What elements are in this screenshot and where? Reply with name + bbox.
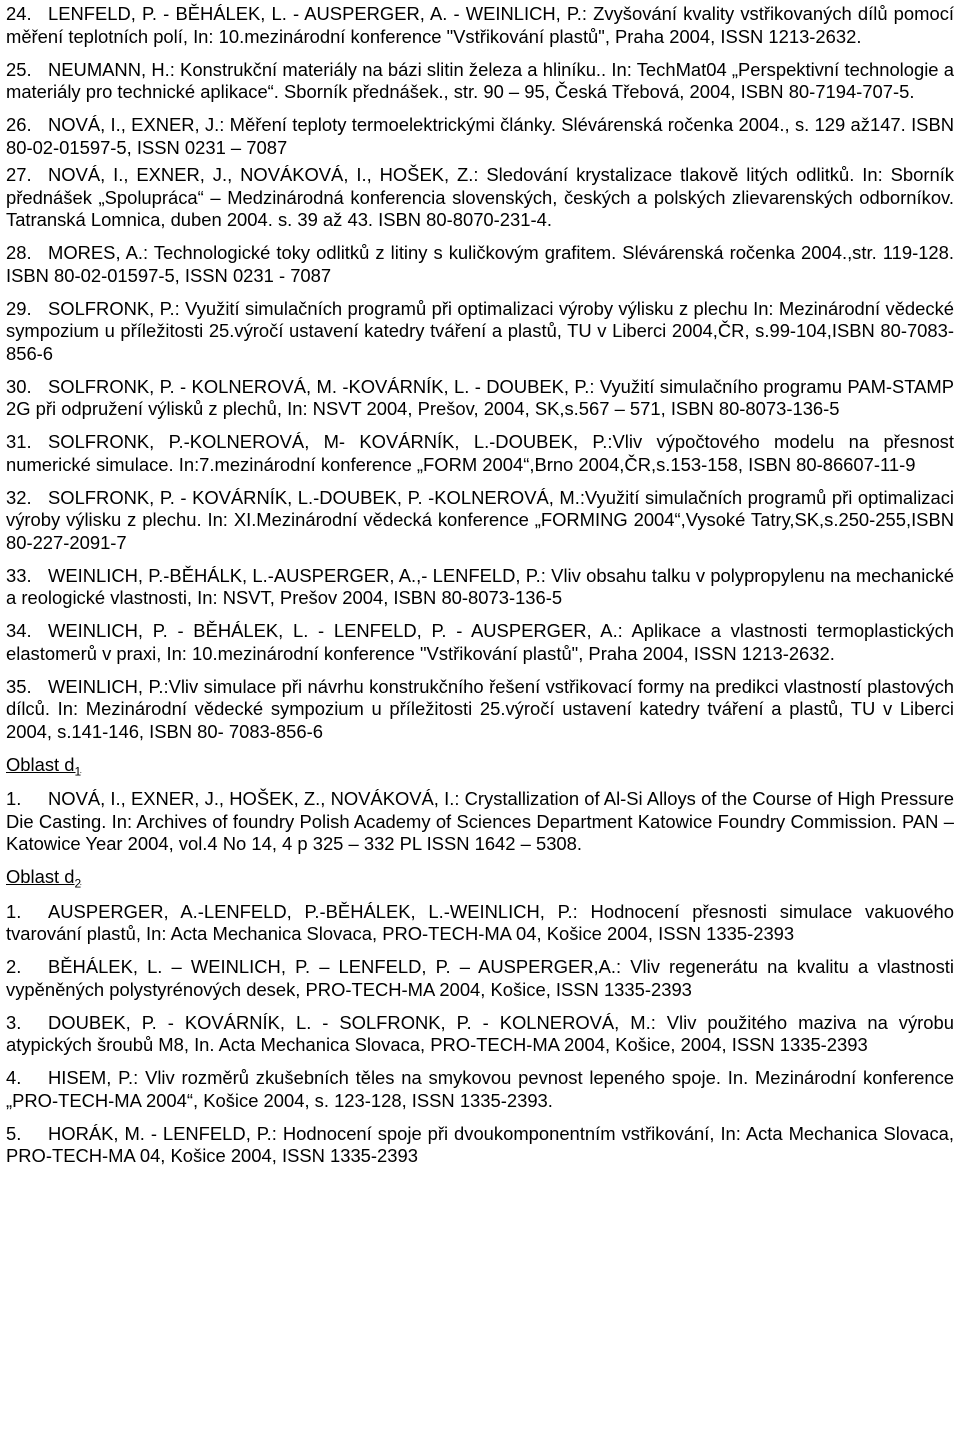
reference-number: 3. bbox=[6, 1011, 22, 1033]
reference-31 bbox=[6, 431, 954, 476]
reference-text: LENFELD, P. - BĚHÁLEK, L. - AUSPERGER, A. - WEINLICH, P.: Zvyšování kvality vstřikovaných dílů pomocí měření teplotních polí, In: 10.mezinárodní konference "Vstřikování plastů", Praha 2004, ISSN 1213-2632. bbox=[6, 3, 954, 47]
reference-text: WEINLICH, P.:Vliv simulace při návrhu konstrukčního řešení vstřikovací formy na predikci vlastností plastových dílců. In: Mezinárodní vědecké sympozium u příležitosti 25.výročí ustavení katedry tváření a plastů, TU v Liberci 2004, s.141-146, ISBN 80- 7083-856-6 bbox=[6, 675, 954, 742]
reference-d2-1 bbox=[6, 901, 954, 946]
reference-number: 25. bbox=[6, 58, 32, 80]
reference-number: 30. bbox=[6, 375, 32, 397]
reference-25 bbox=[6, 59, 954, 104]
reference-d2-5 bbox=[6, 1123, 954, 1168]
reference-number: 4. bbox=[6, 1067, 22, 1088]
reference-text: NOVÁ, I., EXNER, J.: Měření teploty termoelektrickými články. Slévárenská ročenka 2004., s. 129 až147. ISBN 80-02-01597-5, ISSN 0231 – 7087 bbox=[6, 114, 954, 158]
reference-text: MORES, A.: Technologické toky odlitků z litiny s kuličkovým grafitem. Slévárenská ročenka 2004.,str. 119-128. ISBN 80-02-01597-5, ISSN 0231 - 7087 bbox=[6, 242, 954, 286]
reference-number: 32. bbox=[6, 486, 32, 508]
reference-text: WEINLICH, P. - BĚHÁLEK, L. - LENFELD, P. - AUSPERGER, A.: Aplikace a vlastnosti termoplastických elastomerů v praxi, In: 10.mezinárodní konference "Vstřikování plastů", Praha 2004, ISSN 1213-2632. bbox=[6, 620, 954, 664]
reference-number: 31. bbox=[6, 431, 32, 452]
reference-text: HISEM, P.: Vliv rozměrů zkušebních těles na smykovou pevnost lepeného spoje. In. Mezinárodní konference „PRO-TECH-MA 2004“, Košice 2004, s. 123-128, ISSN 1335-2393. bbox=[6, 1067, 954, 1111]
reference-number: 1. bbox=[6, 788, 22, 809]
reference-26 bbox=[6, 114, 954, 159]
reference-number: 2. bbox=[6, 956, 22, 977]
reference-28 bbox=[6, 242, 954, 287]
reference-number: 35. bbox=[6, 675, 32, 697]
reference-number: 28. bbox=[6, 242, 32, 263]
reference-number: 33. bbox=[6, 564, 32, 586]
section-heading-d2 bbox=[6, 866, 954, 889]
section-heading-d1 bbox=[6, 754, 954, 777]
reference-text: NOVÁ, I., EXNER, J., NOVÁKOVÁ, I., HOŠEK, Z.: Sledování krystalizace tlakově litých odlitků. In: Sborník přednášek „Spolupráca“ – Medzinárodná konferencia slovenských, českých a polských zlievarenských odborníkov. Tatranská Lomnica, duben 2004. s. 39 až 43. ISBN 80-8070-231-4. bbox=[6, 164, 954, 230]
reference-text: SOLFRONK, P. - KOVÁRNÍK, L.-DOUBEK, P. -KOLNEROVÁ, M.:Využití simulačních programů při optimalizaci výroby výlisku z plechu. In: XI.Mezinárodní vědecká konference „FORMING 2004“,Vysoké Tatry,SK,s.250-255,ISBN 80-227-2091-7 bbox=[6, 486, 954, 553]
section-heading-subscript: 2 bbox=[74, 876, 82, 891]
reference-text: SOLFRONK, P. - KOLNEROVÁ, M. -KOVÁRNÍK, L. - DOUBEK, P.: Využití simulačního programu PAM-STAMP 2G při odpružení výlisků z plechů, In: NSVT 2004, Prešov, 2004, SK,s.567 – 571, ISBN 80-8073-136-5 bbox=[6, 375, 954, 419]
reference-d2-4 bbox=[6, 1067, 954, 1112]
reference-34 bbox=[6, 620, 954, 665]
reference-text: SOLFRONK, P.-KOLNEROVÁ, M- KOVÁRNÍK, L.-DOUBEK, P.:Vliv výpočtového modelu na přesnost numerické simulace. In:7.mezinárodní konference „FORM 2004“,Brno 2004,ČR,s.153-158, ISBN 80-86607-11-9 bbox=[6, 431, 954, 475]
reference-number: 24. bbox=[6, 3, 32, 24]
reference-number: 34. bbox=[6, 620, 32, 641]
reference-text: NOVÁ, I., EXNER, J., HOŠEK, Z., NOVÁKOVÁ, I.: Crystallization of Al-Si Alloys of the Course of High Pressure Die Casting. In: Archives of foundry Polish Academy of Sciences Department Katowice Foundry Commission. PAN – Katowice Year 2004, vol.4 No 14, 4 p 325 – 332 PL ISSN 1642 – 5308. bbox=[6, 788, 954, 854]
reference-number: 29. bbox=[6, 297, 32, 319]
reference-30 bbox=[6, 376, 954, 421]
reference-text: SOLFRONK, P.: Využití simulačních programů při optimalizaci výroby výlisku z plechu In: Mezinárodní vědecké sympozium u příležitosti 25.výročí ustavení katedry tváření a plastů, TU v Liberci 2004,ČR, s.99-104,ISBN 80-7083-856-6 bbox=[6, 297, 954, 364]
reference-text: AUSPERGER, A.-LENFELD, P.-BĚHÁLEK, L.-WEINLICH, P.: Hodnocení přesnosti simulace vakuového tvarování plastů, In: Acta Mechanica Slovaca, PRO-TECH-MA 04, Košice 2004, ISSN 1335-2393 bbox=[6, 900, 954, 944]
reference-33 bbox=[6, 565, 954, 610]
reference-d2-2 bbox=[6, 956, 954, 1001]
reference-27 bbox=[6, 164, 954, 232]
reference-text: WEINLICH, P.-BĚHÁLK, L.-AUSPERGER, A.,- LENFELD, P.: Vliv obsahu talku v polypropylenu na mechanické a reologické vlastnosti, In: NSVT, Prešov 2004, ISBN 80-8073-136-5 bbox=[6, 564, 954, 608]
reference-text: HORÁK, M. - LENFELD, P.: Hodnocení spoje při dvoukomponentním vstřikování, In: Acta Mechanica Slovaca, PRO-TECH-MA 04, Košice 2004, ISSN 1335-2393 bbox=[6, 1122, 954, 1166]
reference-text: BĚHÁLEK, L. – WEINLICH, P. – LENFELD, P. – AUSPERGER,A.: Vliv regenerátu na kvalitu a vlastnosti vypěněných polystyrénových desek, PRO-TECH-MA 2004, Košice, ISSN 1335-2393 bbox=[6, 956, 954, 1000]
reference-number: 5. bbox=[6, 1122, 22, 1144]
section-heading-text: Oblast d bbox=[6, 866, 75, 887]
reference-d2-3 bbox=[6, 1012, 954, 1057]
reference-number: 1. bbox=[6, 900, 22, 922]
reference-number: 26. bbox=[6, 114, 32, 135]
reference-32 bbox=[6, 487, 954, 555]
section-heading-subscript: 1 bbox=[74, 764, 82, 779]
reference-35 bbox=[6, 676, 954, 744]
reference-d1-1 bbox=[6, 788, 954, 856]
section-heading-text: Oblast d bbox=[6, 753, 75, 775]
reference-number: 27. bbox=[6, 164, 32, 185]
reference-text: DOUBEK, P. - KOVÁRNÍK, L. - SOLFRONK, P. - KOLNEROVÁ, M.: Vliv použitého maziva na výrobu atypických šroubů M8, In. Acta Mechanica Slovaca, PRO-TECH-MA 2004, Košice, 2004, ISSN 1335-2393 bbox=[6, 1011, 954, 1055]
reference-24 bbox=[6, 3, 954, 48]
reference-text: NEUMANN, H.: Konstrukční materiály na bázi slitin železa a hliníku.. In: TechMat04 „Perspektivní technologie a materiály pro technické aplikace“. Sborník přednášek., str. 90 – 95, Česká Třebová, 2004, ISBN 80-7194-707-5. bbox=[6, 58, 954, 102]
reference-29 bbox=[6, 298, 954, 366]
